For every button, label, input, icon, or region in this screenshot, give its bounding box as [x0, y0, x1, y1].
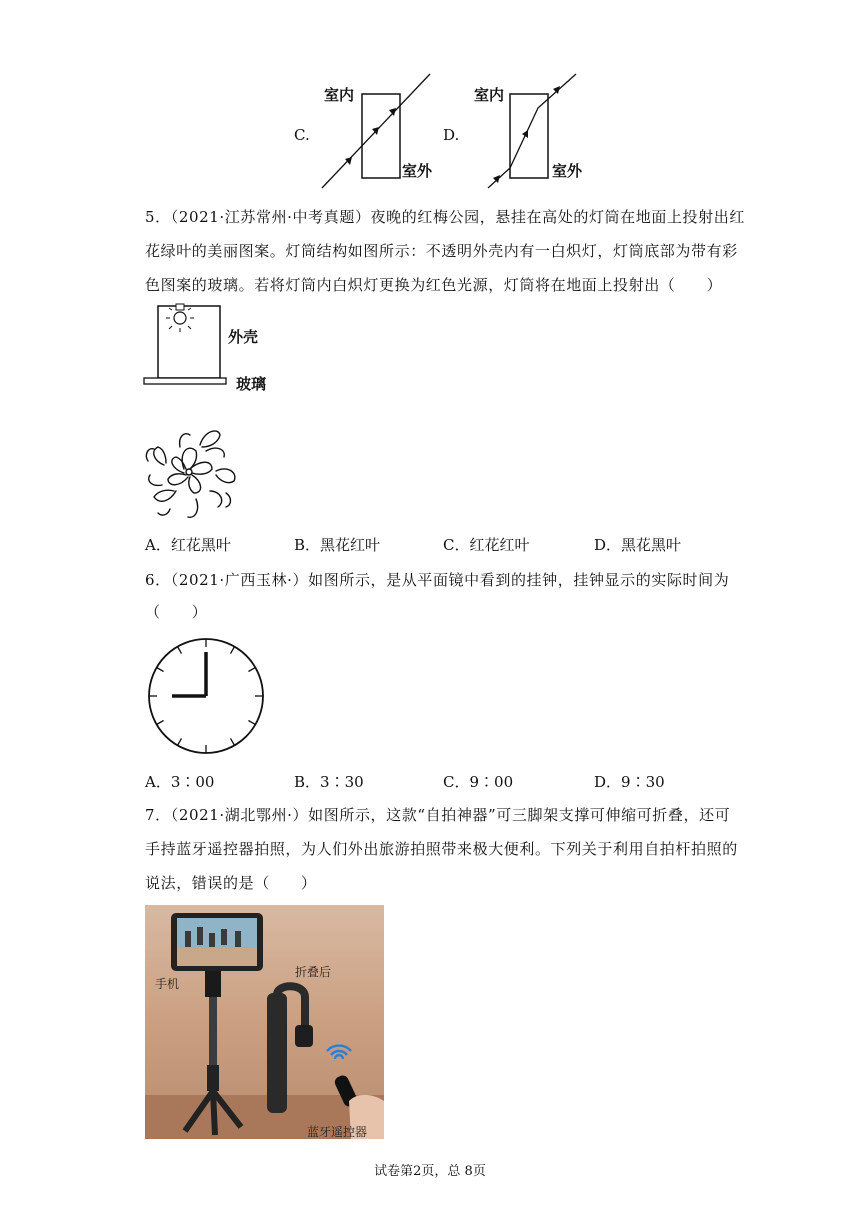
folded-head [295, 1025, 313, 1047]
leaf [154, 490, 176, 501]
bluetooth-signal-icon [327, 1046, 351, 1059]
leaf [188, 499, 198, 517]
q5-stem-line-1: 5．（2021·江苏常州·中考真题）夜晚的红梅公园，悬挂在高处的灯筒在地面上投射出红 [145, 208, 745, 226]
ray-arrow [345, 157, 352, 165]
leaf [154, 447, 166, 465]
q4-option-c-letter: C. [294, 126, 310, 144]
q6-stem-line-1: 6．（2021·广西玉林·）如图所示，是从平面镜中看到的挂钟，挂钟显示的实际时间为 [145, 571, 730, 589]
q6-option-a[interactable]: A．3∶00 [145, 773, 215, 791]
label-shell: 外壳 [228, 328, 259, 346]
bulb-icon [174, 312, 186, 324]
photo-label-phone: 手机 [155, 977, 180, 991]
ray-arrow [389, 108, 396, 116]
bulb-socket [176, 304, 184, 310]
label-outdoor: 室外 [552, 162, 583, 180]
extension-pole [209, 997, 217, 1067]
q6-stem-line-2: （ ） [145, 603, 208, 621]
selfie-stick-illustration [145, 905, 384, 1139]
q5-option-a[interactable]: A．红花黑叶 [145, 536, 231, 554]
label-glass: 玻璃 [236, 375, 267, 393]
leaf [146, 449, 154, 461]
leaf [180, 434, 190, 447]
page-footer: 试卷第2页，总 8页 [374, 1164, 486, 1179]
photo-label-folded: 折叠后 [295, 965, 332, 979]
q4-option-d-figure [470, 72, 590, 192]
window-rect [362, 94, 400, 178]
leaf [158, 509, 170, 515]
petal [168, 474, 188, 485]
tripod-leg [213, 1091, 215, 1135]
leaf [216, 469, 235, 483]
q4-option-c-figure [318, 72, 438, 192]
flower-center [186, 469, 192, 475]
leaf [200, 431, 220, 447]
q5-option-d[interactable]: D．黑花黑叶 [594, 536, 682, 554]
phone-clamp [205, 971, 221, 997]
q5-stem-line-3: 色图案的玻璃。若将灯筒内白炽灯更换为红色光源，灯筒将在地面上投射出（ ） [145, 276, 723, 294]
q5-option-c[interactable]: C．红花红叶 [443, 536, 530, 554]
q7-stem-line-1: 7．（2021·湖北鄂州·）如图所示，这款“自拍神器”可三脚架支撑可伸缩可折叠，还可 [145, 806, 731, 824]
glass-plate [144, 378, 226, 384]
q4-option-d-letter: D. [443, 126, 460, 144]
q5-stem-line-2: 花绿叶的美丽图案。灯筒结构如图所示：不透明外壳内有一白炽灯，灯筒底部为带有彩 [145, 242, 738, 260]
selfie-stick-photo [145, 905, 384, 1139]
label-indoor: 室内 [474, 86, 505, 104]
q7-stem-line-2: 手持蓝牙遥控器拍照，为人们外出旅游拍照带来极大便利。下列关于利用自拍杆拍照的 [145, 840, 738, 858]
petal [189, 475, 201, 493]
mirrored-clock-figure [145, 635, 267, 757]
leaf [210, 491, 222, 507]
handle [207, 1065, 219, 1091]
q6-option-b[interactable]: B．3∶30 [294, 773, 364, 791]
label-indoor: 室内 [324, 86, 355, 104]
q6-option-d[interactable]: D．9∶30 [594, 773, 665, 791]
leaf [149, 475, 162, 485]
phone-screen-ground [177, 948, 257, 966]
window-rect [510, 94, 548, 178]
petal [172, 457, 186, 473]
flower-leaf-pattern [140, 425, 245, 525]
q7-stem-line-3: 说法，错误的是（ ） [145, 874, 317, 892]
label-outdoor: 室外 [402, 162, 433, 180]
lamp-tube-figure [140, 298, 290, 398]
photo-label-remote: 蓝牙遥控器 [307, 1125, 368, 1139]
folded-stick [267, 993, 287, 1113]
q5-option-b[interactable]: B．黑花红叶 [294, 536, 381, 554]
q6-option-c[interactable]: C．9∶00 [443, 773, 514, 791]
leaf [206, 448, 224, 457]
leaf [226, 493, 231, 507]
lamp-shell [158, 306, 220, 378]
